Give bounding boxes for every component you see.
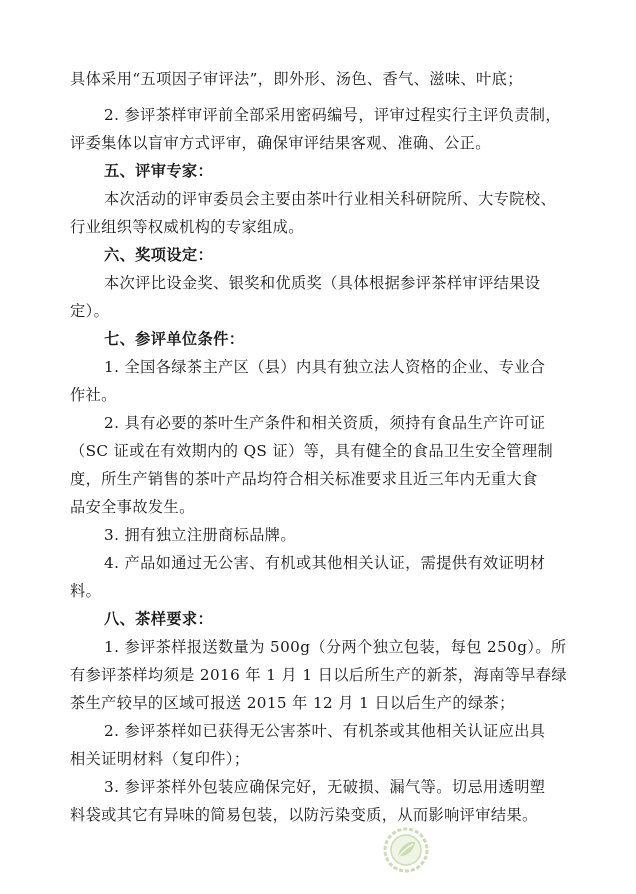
text-line: 3. 拥有独立注册商标品牌。 (104, 526, 296, 544)
text-line: 度，所生产销售的茶叶产品均符合相关标准要求且近三年内无重大食 (70, 470, 538, 488)
text-line: 评委集体以盲审方式评审，确保审评结果客观、准确、公正。 (70, 134, 491, 152)
leaf-logo-icon (382, 826, 430, 874)
text-line: 相关证明材料（复印件）； (70, 750, 250, 768)
section-heading-eligibility: 七、参评单位条件： (104, 330, 245, 348)
text-line: 料袋或其它有异味的简易包装，以防污染变质，从而影响评审结果。 (70, 806, 538, 824)
text-line: 2. 参评茶样审评前全部采用密码编号，评审过程实行主评负责制， (104, 106, 561, 124)
section-heading-samples: 八、茶样要求： (104, 610, 214, 628)
text-line: 3. 参评茶样外包装应确保完好，无破损、漏气等。切忌用透明塑 (104, 778, 546, 796)
text-line: 本次活动的评审委员会主要由茶叶行业相关科研院所、大专院校、 (104, 190, 557, 208)
section-heading-experts: 五、评审专家： (104, 162, 214, 180)
text-line: 2. 具有必要的茶叶生产条件和相关资质，须持有食品生产许可证 (104, 414, 546, 432)
text-line: 料。 (70, 582, 102, 600)
section-heading-awards: 六、奖项设定： (104, 246, 214, 264)
text-line: 4. 产品如通过无公害、有机或其他相关认证，需提供有效证明材 (104, 554, 546, 572)
text-line: 1. 全国各绿茶主产区（县）内具有独立法人资格的企业、专业合 (104, 358, 546, 376)
text-line: 行业组织等权威机构的专家组成。 (70, 218, 304, 236)
text-line: 本次评比设金奖、银奖和优质奖（具体根据参评茶样审评结果设 (104, 274, 541, 292)
text-line: 作社。 (70, 386, 117, 404)
text-line: 定）。 (70, 302, 110, 320)
text-line: 有参评茶样均须是 2016 年 1 月 1 日以后所生产的新茶，海南等早春绿 (70, 666, 568, 684)
text-line: 1. 参评茶样报送数量为 500g（分两个独立包装，每包 250g）。所 (104, 638, 567, 656)
text-line: 品安全事故发生。 (70, 498, 195, 516)
text-line: （SC 证或在有效期内的 QS 证）等，具有健全的食品卫生安全管理制 (70, 442, 554, 460)
text-line: 2. 参评茶样如已获得无公害茶叶、有机茶或其他相关认证应出具 (104, 722, 546, 740)
text-line: 具体采用“五项因子审评法”，即外形、汤色、香气、滋味、叶底； (70, 70, 523, 88)
text-line: 茶生产较早的区域可报送 2015 年 12 月 1 日以后生产的绿茶； (70, 694, 515, 712)
